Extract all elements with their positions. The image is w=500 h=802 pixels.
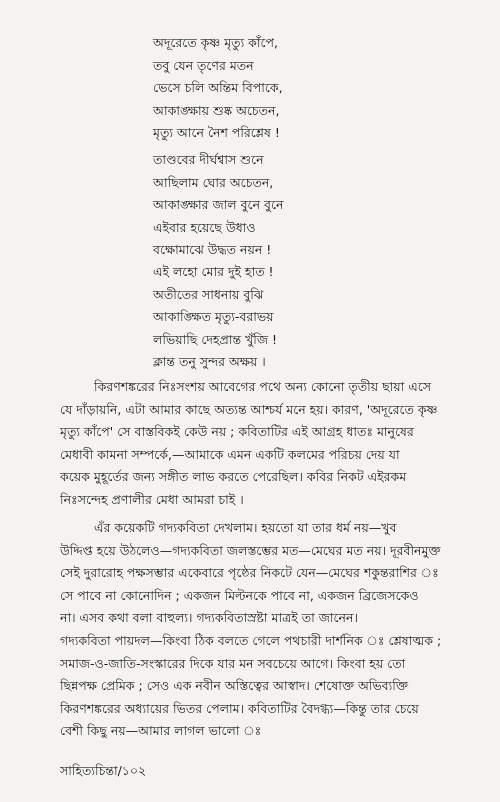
prose-paragraph-2 <box>60 517 480 743</box>
prose-line: কয়েক মুহূর্তের জন্য সঙ্গীত লাভ করতে পেরেছিল। কবির নিকট এইরকম <box>60 469 407 485</box>
poem-line: ভেসে চলি অন্তিম বিপাকে, <box>153 80 283 95</box>
poem-line: ক্লান্ত তনু সুন্দর অক্ষয় । <box>153 354 266 369</box>
prose-line: সে পাবে না কোনোদিন ; একজন মিল্টনকে পাবে না, একজন ব্রিজেসকেও <box>60 587 419 603</box>
poem-line: আছিলাম ঘোর অচেতন, <box>153 174 274 190</box>
prose-line: মেধাবী কামনা সম্পর্কে,—আমাকে এমন একটি কলমের পরিচয় দেয় যা <box>60 446 400 462</box>
poem-line: আকাঙ্ক্ষিত মৃত্যু-বরাভয় <box>153 309 274 324</box>
poem-line: এই লহো মোর দুই হাত ! <box>153 264 274 279</box>
poem-line: মৃত্যু আনে নৈশ পরিশ্লেষ ! <box>153 125 280 140</box>
poem-stanza-2 <box>153 149 453 262</box>
prose-line: ছিন্নপক্ষ প্রেমিক ; সেও এক নবীন অস্তিত্বের আস্বাদ। শেষোক্ত অভিব্যক্তি <box>60 678 408 694</box>
poem-line: অদূরেতে কৃষ্ণ মৃত্যু কাঁপে, <box>153 35 279 50</box>
prose-line: যে দাঁড়ায়নি, এটা আমার কাছে অত্যন্ত আশ্চর্য মনে হয়। কারণ, 'অদূরেতে কৃষ্ণ <box>60 401 438 417</box>
poem-line: এইবার হয়েছে উধাও <box>153 219 256 235</box>
poem-line: লভিয়াছি দেহপ্রান্ত খুঁজি ! <box>153 331 278 347</box>
poem-stanza-1 <box>153 32 453 145</box>
prose-line: গদ্যকবিতা পায়দল—কিংবা ঠিক বলতে গেলে পথচারী দার্শনিক ঃ শ্লেষাত্মক ; <box>60 632 442 648</box>
page-footer: সাহিত্যচিন্তা/১০২ <box>60 763 147 778</box>
poem-line: বক্ষোমাঝে উদ্ধত নয়ন ! <box>153 242 272 257</box>
poem-line: তবু যেন তৃণের মতন <box>153 57 254 73</box>
prose-line: নিঃসন্দেহ প্রণালীর মেধা আমরা চাই । <box>60 491 244 507</box>
prose-paragraph-1 <box>60 376 480 512</box>
prose-line: সেই দুরারোহ পক্ষসম্ভার একেবারে পৃষ্ঠের নিকটে যেন—মেঘের শকুন্তরাশির ঃ <box>60 565 439 581</box>
prose-line: কিরণশঙ্করের নিঃসংশয় আবেগের পথে অন্য কোনো তৃতীয় ছায়া এসে <box>94 379 432 394</box>
prose-line: উদ্দিপ্ত হয়ে উঠলেও—গদ্যকবিতা জলস্তম্ভের মত—মেঘের মত নয়। দূরবীনমুক্ত <box>60 542 441 558</box>
poem-line: অতীতের সাধনায় বুঝি <box>153 286 264 302</box>
poem-line: আকাঙ্ক্ষার জাল বুনে বুনে <box>153 197 284 212</box>
prose-line: এঁর কয়েকটি গদ্যকবিতা দেখলাম। হয়তো যা তার ধর্ম নয়—খুব <box>94 520 397 535</box>
poem-line: তাণ্ডবের দীর্ঘশ্বাস শুনে <box>153 152 264 167</box>
prose-line: না। এসব কথা বলা বাহুল্য। গদ্যকবিতাস্রষ্টা মাত্রই তা জানেন। <box>60 610 358 626</box>
prose-line: সমাজ-ও-জাতি-সংস্কারের দিকে যার মন সবচেয়ে আগে। কিংবা হয় তো <box>60 655 406 671</box>
prose-line: কিরণশঙ্করের অধ্যায়ের ভিতর পেলাম। কবিতাটির বৈদগ্ধ্য—কিন্তু তার চেয়ে <box>60 700 419 716</box>
poem-stanza-3 <box>153 261 453 374</box>
poem-line: আকাঙ্ক্ষায় শুষ্ক অচেতন, <box>153 102 280 118</box>
prose-line: মৃত্যু কাঁপে' সে বাস্তবিকই কেউ নয় ; কবিতাটির এই আগ্রহ ধাতঃ মানুষের <box>60 424 414 440</box>
prose-line: বেশী কিছু নয়—আমার লাগল ভালো ঃ <box>60 723 262 739</box>
